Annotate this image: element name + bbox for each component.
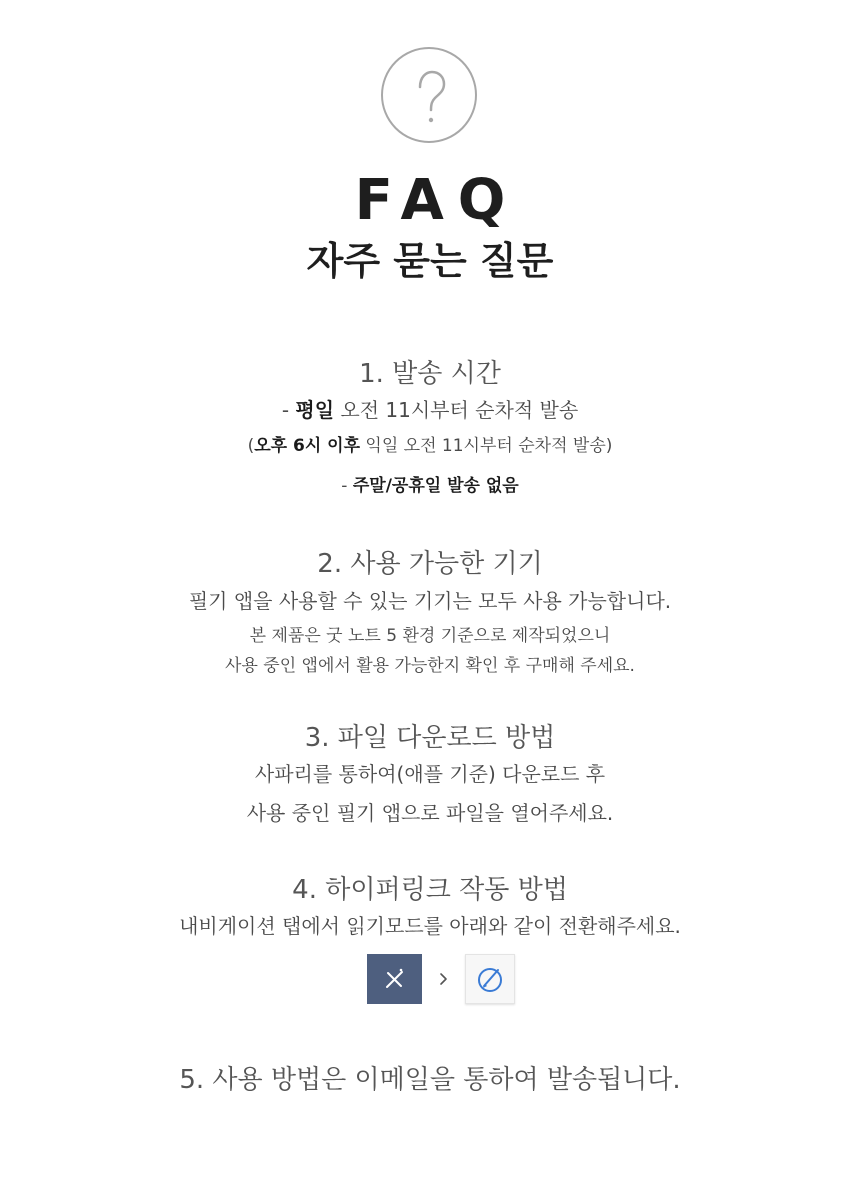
shipping-after-6pm-line: (오후 6시 이후 익일 오전 11시부터 순차적 발송) <box>247 436 613 456</box>
read-mode-icon <box>465 954 515 1004</box>
download-line-1: 사파리를 통하여(애플 기준) 다운로드 후 <box>254 762 606 786</box>
section-heading-usage-email: 5. 사용 방법은 이메일을 통하여 발송됩니다. <box>179 1065 681 1095</box>
edit-mode-icon <box>367 954 422 1004</box>
devices-line-3: 사용 중인 앱에서 활용 가능한지 확인 후 구매해 주세요. <box>225 656 635 676</box>
section-heading-download: 3. 파일 다운로드 방법 <box>304 723 556 753</box>
hyperlink-line-1: 내비게이션 탭에서 읽기모드를 아래와 같이 전환해주세요. <box>179 914 681 938</box>
section-heading-hyperlink: 4. 하이퍼링크 작동 방법 <box>292 875 568 905</box>
chevron-right-icon <box>436 966 452 992</box>
download-line-2: 사용 중인 필기 앱으로 파일을 열어주세요. <box>246 801 614 825</box>
mode-switch-illustration <box>0 954 860 1004</box>
faq-subtitle: 자주 묻는 질문 <box>306 239 554 283</box>
devices-line-1: 필기 앱을 사용할 수 있는 기기는 모두 사용 가능합니다. <box>188 589 672 613</box>
shipping-weekday-line: - 평일 오전 11시부터 순차적 발송 <box>281 398 579 422</box>
devices-line-2: 본 제품은 굿 노트 5 환경 기준으로 제작되었으니 <box>249 626 611 646</box>
faq-title: FAQ <box>354 168 520 233</box>
section-heading-devices: 2. 사용 가능한 기기 <box>317 549 543 579</box>
section-heading-shipping-time: 1. 발송 시간 <box>359 359 501 389</box>
shipping-weekend-line: - 주말/공휴일 발송 없음 <box>341 476 519 496</box>
question-circle-icon <box>381 47 477 143</box>
